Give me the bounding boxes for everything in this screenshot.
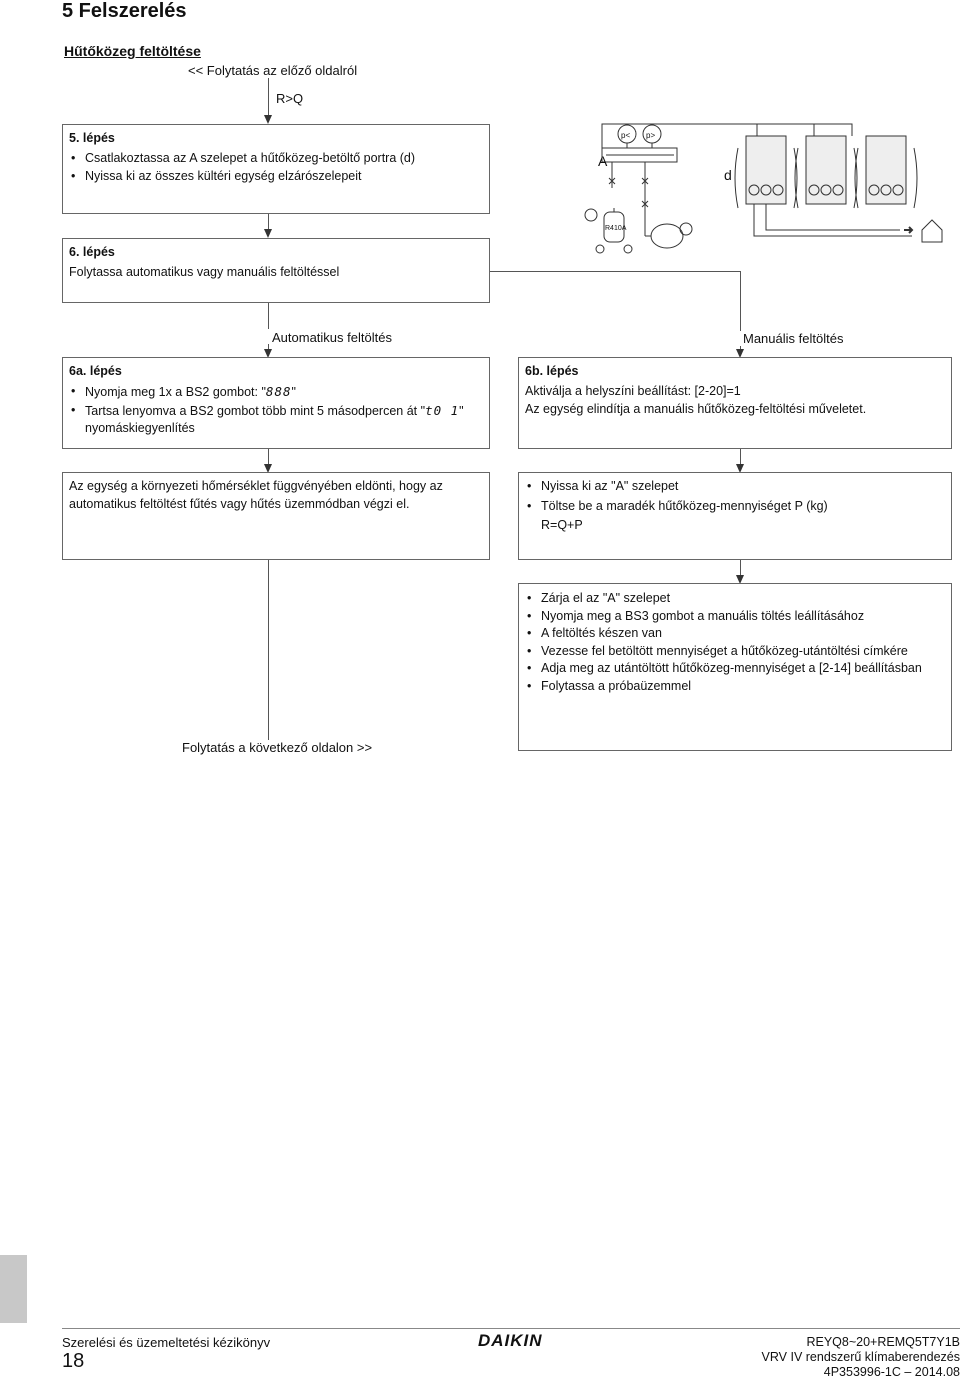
gauge-low-label: p< [621, 131, 631, 140]
bullet-text: " [459, 403, 464, 418]
cylinder-label: R410A [605, 225, 627, 232]
brand-wordmark: DAIKIN [478, 1331, 543, 1350]
sub-title: Hűtőközeg feltöltése [64, 43, 201, 59]
footer-info [762, 1335, 960, 1380]
bullet-text: " [291, 385, 296, 399]
branch-manual-label: Manuális feltöltés [743, 331, 844, 346]
flow-connector [740, 271, 741, 331]
manual-box-1 [518, 472, 952, 560]
flow-connector [740, 560, 741, 576]
flow-connector [740, 449, 741, 465]
auto-result-box [62, 472, 490, 560]
manual-bullet: • A feltöltés készen van [525, 625, 945, 643]
manual-bullet: • Nyomja meg a BS3 gombot a manuális töltés leállításához [525, 608, 945, 626]
label-d: d [724, 167, 732, 183]
label-a: A [598, 153, 608, 169]
model-code: REYQ8~20+REMQ5T7Y1B [806, 1335, 960, 1349]
formula: R=Q+P [541, 518, 583, 533]
manual-box-2 [518, 583, 952, 751]
auto-result-text: Az egység a környezeti hőmérséklet függvényében eldönti, hogy az automatikus feltöltést fűtés vagy hűtés üzemmódban végzi el. [69, 479, 443, 511]
step6b-box [518, 357, 952, 449]
flow-arrow [264, 115, 272, 124]
step5-heading: 5. lépés [69, 131, 115, 145]
footer-divider [62, 1328, 960, 1329]
manual-bullet: • Nyissa ki az "A" szelepet [525, 478, 945, 496]
step6b-line: Az egység elindítja a manuális hűtőközeg-feltöltési műveletet. [525, 401, 867, 416]
step6a-bullet [69, 402, 483, 438]
flow-connector [490, 271, 740, 272]
flow-connector [268, 560, 269, 750]
branch-auto-label: Automatikus feltöltés [272, 330, 392, 345]
step6a-box [62, 357, 490, 449]
step6-heading: 6. lépés [69, 245, 115, 259]
chapter-tab [0, 1255, 27, 1323]
manual-bullet: • Töltse be a maradék hűtőközeg-mennyiséget P (kg) [525, 498, 945, 516]
flow-connector [268, 214, 269, 230]
flow-connector [268, 78, 269, 116]
document-code: 4P353996-1C – 2014.08 [823, 1365, 960, 1379]
bullet-text: Tartsa lenyomva a BS2 gombot több mint 5 másodpercen át " [85, 403, 426, 418]
condition-label: R>Q [276, 91, 304, 106]
continue-next: Folytatás a következő oldalon >> [182, 740, 373, 755]
manual-title: Szerelési és üzemeltetési kézikönyv [62, 1335, 271, 1350]
display-code: 888 [265, 384, 292, 399]
step5-bullet: • Csatlakoztassa az A szelepet a hűtőközeg-betöltő portra (d) [69, 150, 483, 168]
page-number: 18 [62, 1350, 85, 1372]
flow-connector [268, 303, 269, 329]
flow-arrow [264, 229, 272, 238]
bullet-text: nyomáskiegyenlítés [85, 421, 195, 436]
display-code: t0 1 [425, 402, 460, 418]
bullet-text: Nyomja meg 1x a BS2 gombot: " [85, 385, 266, 399]
refrigerant-charging-diagram [582, 118, 952, 268]
continue-from-previous: << Folytatás az előző oldalról [188, 63, 358, 78]
manual-bullet: • Adja meg az utántöltött hűtőközeg-mennyiséget a [2-14] beállításban [525, 660, 945, 678]
house-icon [922, 220, 942, 242]
manual-bullet: • Zárja el az "A" szelepet [525, 590, 945, 608]
manual-bullet: • Folytassa a próbaüzemmel [525, 678, 945, 696]
vacuum-pump [651, 224, 683, 248]
step5-bullet: • Nyissa ki az összes kültéri egység elzárószelepeit [69, 168, 483, 186]
step6a-bullet [69, 383, 483, 402]
gauge-high-label: p> [646, 131, 656, 140]
step6-text: Folytassa automatikus vagy manuális feltöltéssel [69, 265, 340, 279]
step5-box [62, 124, 490, 214]
step6a-heading: 6a. lépés [69, 364, 122, 378]
step6b-heading: 6b. lépés [525, 364, 579, 378]
flow-connector [268, 449, 269, 465]
manual-bullet: • Vezesse fel betöltött mennyiséget a hűtőközeg-utántöltési címkére [525, 643, 945, 661]
daikin-logo [478, 1331, 543, 1351]
arrow-right-icon [904, 227, 912, 233]
system-name: VRV IV rendszerű klímaberendezés [761, 1350, 960, 1364]
section-title: 5 Felszerelés [62, 0, 187, 22]
step6-box [62, 238, 490, 303]
step6b-line: Aktiválja a helyszíni beállítást: [2-20]=1 [525, 384, 741, 398]
